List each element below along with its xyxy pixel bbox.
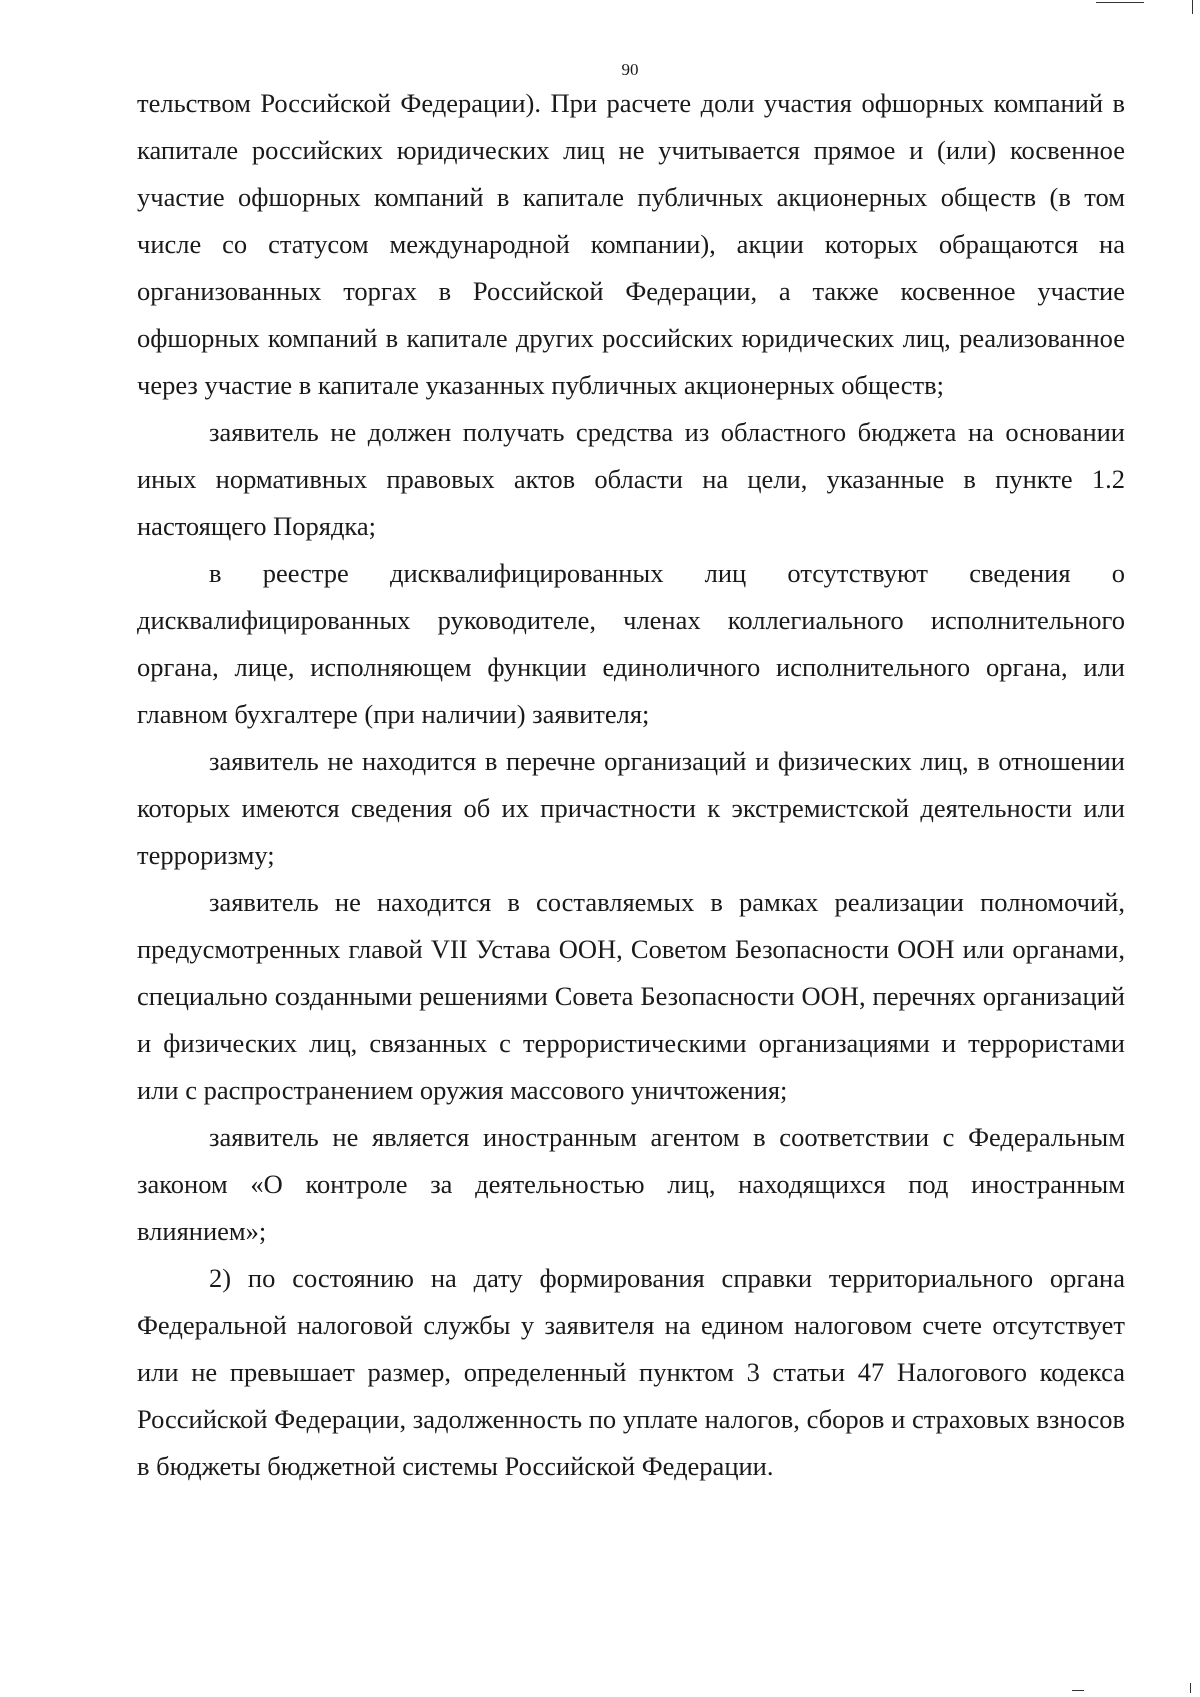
paragraph: 2) по состоянию на дату формирования справки территориального органа Федеральной налоговой службы у заявителя на едином налоговом счете отсутствует или не превышает размер, определенный пунктом 3 статьи 47 Налогового кодекса Российской Федерации, задолженность по уплате налогов, сборов и страховых взносов в бюджеты бюджетной системы Российской Федерации.	[137, 1263, 1125, 1481]
document-body	[137, 80, 1125, 1490]
paragraph: заявитель не находится в составляемых в рамках реализации полномочий, предусмотренных главой VII Устава ООН, Советом Безопасности ООН или органами, специально созданными решениями Совета Безопасности ООН, перечнях организаций и физических лиц, связанных с террористическими организациями и террористами или с распространением оружия массового уничтожения;	[137, 887, 1125, 1105]
scan-mark	[1192, 0, 1193, 14]
scan-mark	[1072, 1690, 1084, 1691]
paragraph: тельством Российской Федерации). При расчете доли участия офшорных компаний в капитале российских юридических лиц не учитывается прямое и (или) косвенное участие офшорных компаний в капитале публичных акционерных обществ (в том числе со статусом международной компании), акции которых обращаются на организованных торгах в Российской Федерации, а также косвенное участие офшорных компаний в капитале других российских юридических лиц, реализованное через участие в капитале указанных публичных акционерных обществ;	[137, 88, 1125, 400]
paragraph: заявитель не находится в перечне организаций и физических лиц, в отношении которых имеются сведения об их причастности к экстремистской деятельности или терроризму;	[137, 746, 1125, 870]
paragraph: в реестре дисквалифицированных лиц отсутствуют сведения о дисквалифицированных руководителе, членах коллегиального исполнительного органа, лице, исполняющем функции единоличного исполнительного органа, или главном бухгалтере (при наличии) заявителя;	[137, 558, 1125, 729]
paragraph: заявитель не является иностранным агентом в соответствии с Федеральным законом «О контроле за деятельностью лиц, находящихся под иностранным влиянием»;	[137, 1122, 1125, 1246]
scan-mark	[1096, 2, 1144, 3]
page-number: 90	[621, 60, 639, 79]
paragraph: заявитель не должен получать средства из областного бюджета на основании иных нормативных правовых актов области на цели, указанные в пункте 1.2 настоящего Порядка;	[137, 417, 1125, 541]
scan-mark	[1190, 1683, 1191, 1693]
